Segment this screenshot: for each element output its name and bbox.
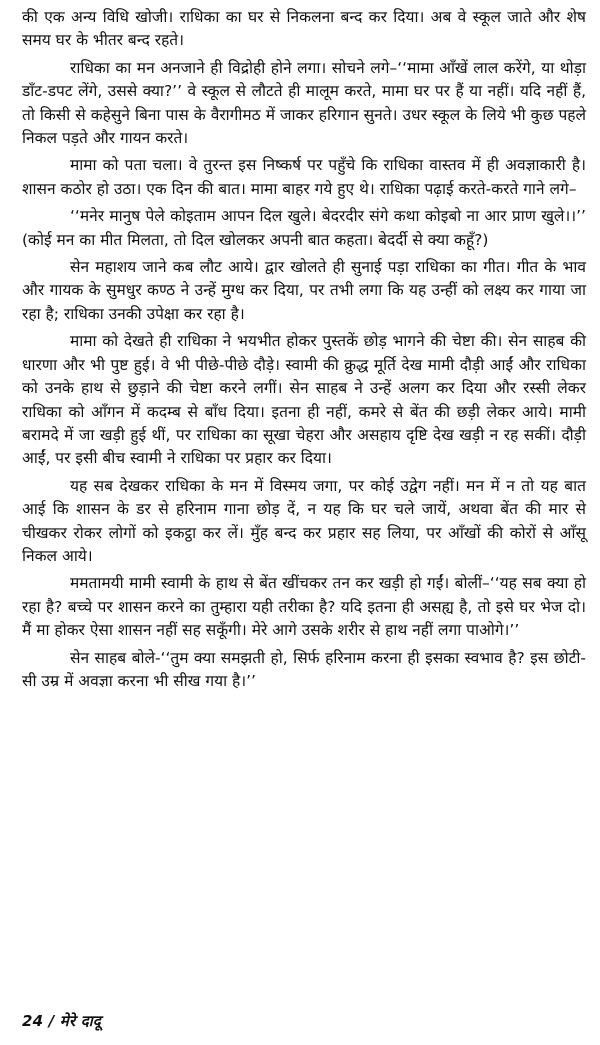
- paragraph-9: सेन साहब बोले-‘‘तुम क्या समझती हो, सिर्फ हरिनाम करना ही इसका स्वभाव है? इस छोटी-सी उम्र में अवज्ञा करना भी सीख गया है।’’: [22, 648, 586, 690]
- paragraph-6: मामा को देखते ही राधिका ने भयभीत होकर पुस्तकें छोड़ भागने की चेष्टा की। सेन साहब की धारणा और भी पुष्ट हुई। वे भी पीछे-पीछे दौड़े। स्वामी की क्रुद्ध मूर्ति देख मामी दौड़ी आईं और राधिका को उनके हाथ से छुड़ाने की चेष्टा करने लगीं। सेन साहब ने उन्हें अलग कर दिया और रस्सी लेकर राधिका को आँगन में कदम्ब से बाँध दिया। इतना ही नहीं, कमरे से बेंत की छड़ी लेकर आये। मामी बरामदे में जा खड़ी हुई थीं, पर राधिका का सूखा चेहरा और असहाय दृष्टि देख खड़ी न रह सकीं। दौड़ी आईं, पर इसी बीच स्वामी ने राधिका पर प्रहार कर दिया।: [22, 332, 586, 468]
- page-footer: 24 / मेरे दादू: [22, 1012, 101, 1030]
- page-body-text: [22, 6, 586, 693]
- paragraph-8: ममतामयी मामी स्वामी के हाथ से बेंत खींचकर तन कर खड़ी हो गईं। बोलीं–‘‘यह सब क्या हो रहा है? बच्चे पर शासन करने का तुम्हारा यही तरीका है? यदि इतना ही असह्य है, तो इसे घर भेज दो। मैं मा होकर ऐसा शासन नहीं सह सकूँगी। मेरे आगे उसके शरीर से हाथ नहीं लगा पाओगे।’’: [22, 574, 586, 640]
- paragraph-3: मामा को पता चला। वे तुरन्त इस निष्कर्ष पर पहुँचे कि राधिका वास्तव में ही अवज्ञाकारी है। शासन कठोर हो उठा। एक दिन की बात। मामा बाहर गये हुए थे। राधिका पढ़ाई करते-करते गाने लगे–: [22, 156, 586, 198]
- paragraph-5: सेन महाशय जाने कब लौट आये। द्वार खोलते ही सुनाई पड़ा राधिका का गीत। गीत के भाव और गायक के सुमधुर कण्ठ ने उन्हें मुग्ध कर दिया, पर तभी लगा कि यह उन्हीं को लक्ष्य कर गाया जा रहा है; राधिका उनकी उपेक्षा कर रहा है।: [22, 258, 586, 323]
- paragraph-4-song: ‘‘मनेर मानुष पेले कोइताम आपन दिल खुले। बेदरदीर संगे कथा कोइबो ना आर प्राण खुले।।’’ (कोई मन का मीत मिलता, तो दिल खोलकर अपनी बात कहता। बेदर्दी से क्या कहूँ?): [22, 207, 586, 249]
- paragraph-2: राधिका का मन अनजाने ही विद्रोही होने लगा। सोचने लगे–‘‘मामा आँखें लाल करेंगे, या थोड़ा डाँट-डपट लेंगे, उससे क्या?’’ वे स्कूल से लौटते ही मालूम करते, मामा घर पर हैं या नहीं। यदि नहीं हैं, तो किसी से कहेसुने बिना पास के वैरागीमठ में जाकर हरिगान सुनते। उधर स्कूल के लिये भी कुछ पहले निकल पड़ते और गायन करते।: [22, 58, 586, 148]
- paragraph-1: की एक अन्य विधि खोजी। राधिका का घर से निकलना बन्द कर दिया। अब वे स्कूल जाते और शेष समय घर के भीतर बन्द रहते।: [22, 8, 586, 50]
- paragraph-7: यह सब देखकर राधिका के मन में विस्मय जगा, पर कोई उद्वेग नहीं। मन में न तो यह बात आई कि शासन के डर से हरिनाम गाना छोड़ दें, न यह कि घर चले जायें, अथवा बेंत की मार से चीखकर रोकर लोगों को इकट्ठा कर लें। मुँह बन्द कर प्रहार सह लिया, पर आँखों की कोरों से आँसू निकल आये।: [22, 476, 586, 565]
